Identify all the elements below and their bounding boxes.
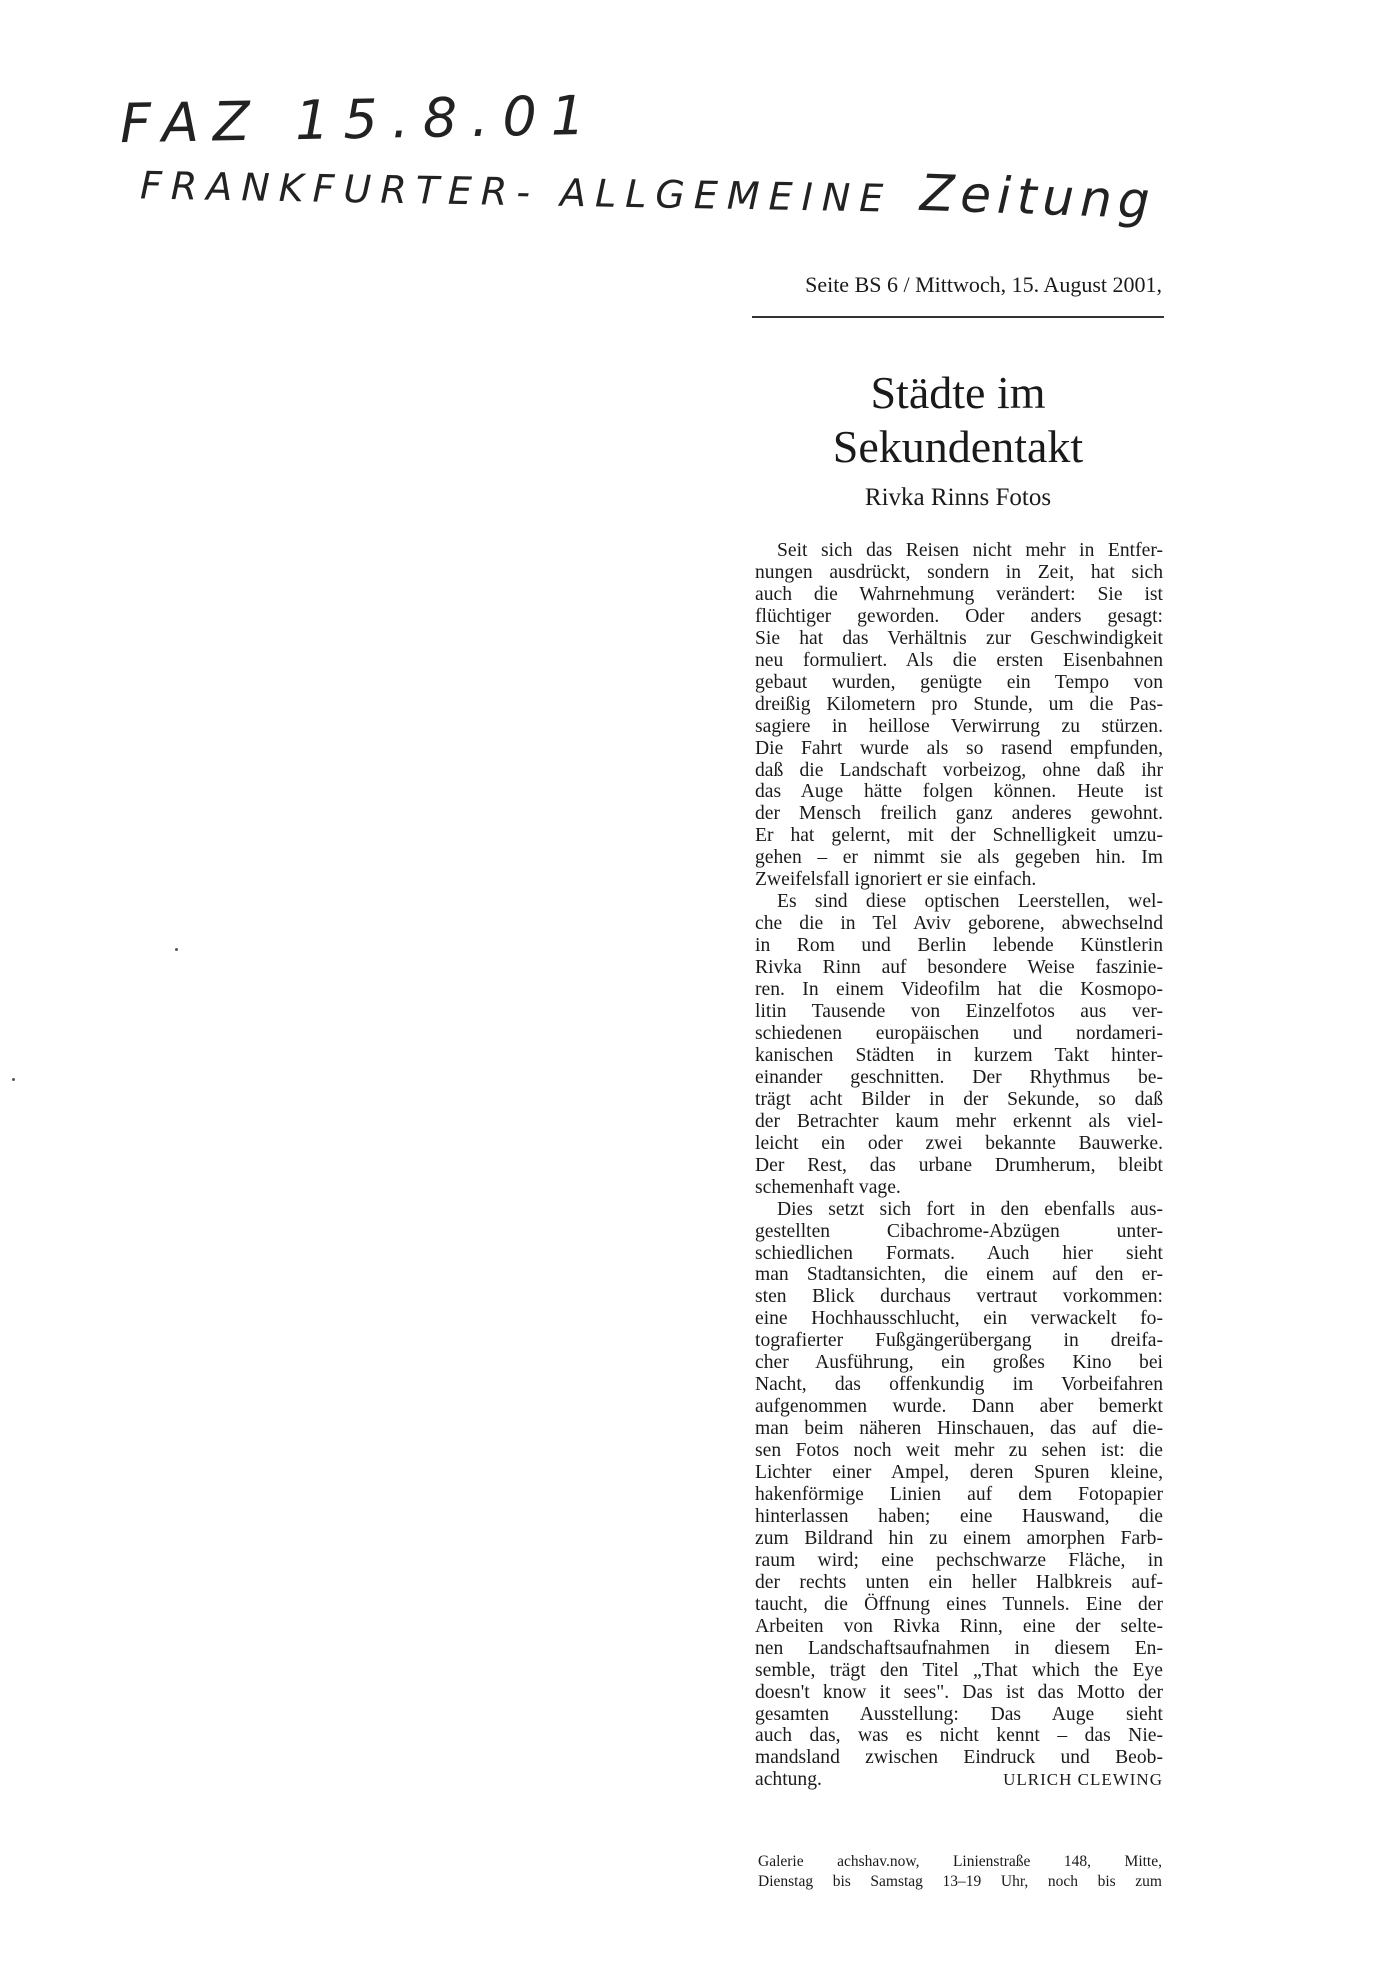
article-line: zum Bildrand hin zu einem amorphen Farb-	[755, 1527, 1163, 1549]
article-line: Es sind diese optischen Leerstellen, wel-	[777, 891, 1163, 913]
article-line: flüchtiger geworden. Oder anders gesagt:	[755, 605, 1163, 627]
article-line: trägt acht Bilder in der Sekunde, so daß	[755, 1088, 1163, 1110]
article-line: der Mensch freilich ganz anderes gewohnt.	[755, 803, 1163, 825]
exhibition-info-line-1: Galerie achshav.now, Linienstraße 148, Mitte,	[758, 1853, 1162, 1870]
article-line: gebaut wurden, genügte ein Tempo von	[755, 671, 1163, 693]
article-line: Sie hat das Verhältnis zur Geschwindigkeit	[755, 627, 1163, 649]
article-line: ren. In einem Videofilm hat die Kosmopo-	[755, 979, 1163, 1001]
article-line: Nacht, das offenkundig im Vorbeifahren	[755, 1374, 1163, 1396]
article-line: Seit sich das Reisen nicht mehr in Entfer-	[777, 540, 1163, 561]
headline-line-1: Städte im	[870, 367, 1046, 418]
article-line: der Betrachter kaum mehr erkennt als viel-	[755, 1110, 1163, 1132]
headline-line-2: Sekundentakt	[832, 421, 1084, 472]
article-end-line	[755, 1769, 1163, 1791]
article-line: sten Blick durchaus vertraut vorkommen:	[755, 1286, 1163, 1308]
article-line: mandsland zwischen Eindruck und Beob-	[755, 1747, 1163, 1769]
article-line: hinterlassen haben; eine Hauswand, die	[755, 1505, 1163, 1527]
author-byline: ULRICH CLEWING	[1003, 1770, 1163, 1790]
article-line: eine Hochhausschlucht, ein verwackelt fo-	[755, 1308, 1163, 1330]
article-line: taucht, die Öffnung eines Tunnels. Eine der	[755, 1593, 1163, 1615]
article-paragraph-2	[755, 891, 1163, 1198]
article-line: hakenförmige Linien auf dem Fotopapier	[755, 1483, 1163, 1505]
article-line: man Stadtansichten, die einem auf den er-	[755, 1264, 1163, 1286]
article-line: semble, trägt den Titel „That which the Eye	[755, 1659, 1163, 1681]
exhibition-info	[758, 1852, 1162, 1892]
article-line: kanischen Städten in kurzem Takt hinter-	[755, 1044, 1163, 1066]
article-subhead: Rivka Rinns Fotos	[864, 484, 1052, 511]
article-paragraph-1	[755, 540, 1163, 891]
article-line: gehen – er nimmt sie als gegeben hin. Im	[755, 847, 1163, 869]
article-line: der rechts unten ein heller Halbkreis auf-	[755, 1571, 1163, 1593]
article-line: einander geschnitten. Der Rhythmus be-	[755, 1066, 1163, 1088]
article-line: schemenhaft vage.	[755, 1176, 901, 1198]
article-line: leicht ein oder zwei bekannte Bauwerke.	[755, 1132, 1163, 1154]
dateline-rule	[752, 316, 1164, 318]
article-line: in Rom und Berlin lebende Künstlerin	[755, 935, 1163, 957]
article-line: gesamten Ausstellung: Das Auge sieht	[755, 1703, 1163, 1725]
article-line: Arbeiten von Rivka Rinn, eine der selte-	[755, 1615, 1163, 1637]
article-line: Der Rest, das urbane Drumherum, bleibt	[755, 1154, 1163, 1176]
article-line: dreißig Kilometern pro Stunde, um die Pas-	[755, 693, 1163, 715]
article-line: cher Ausführung, ein großes Kino bei	[755, 1352, 1163, 1374]
article-last-word: achtung.	[755, 1769, 822, 1791]
article-line: auch die Wahrnehmung verändert: Sie ist	[755, 583, 1163, 605]
article-line: raum wird; eine pechschwarze Fläche, in	[755, 1549, 1163, 1571]
article-line: sen Fotos noch weit mehr zu sehen ist: die	[755, 1440, 1163, 1462]
article-line: che die in Tel Aviv geborene, abwechselnd	[755, 913, 1163, 935]
article-line: Er hat gelernt, mit der Schnelligkeit umzu-	[755, 825, 1163, 847]
article-line: neu formuliert. Als die ersten Eisenbahnen	[755, 649, 1163, 671]
article-line: daß die Landschaft vorbeizog, ohne daß ihr	[755, 759, 1163, 781]
scan-speck	[12, 1078, 15, 1081]
article-line: nungen ausdrückt, sondern in Zeit, hat sich	[755, 561, 1163, 583]
article-line: Zweifelsfall ignoriert er sie einfach.	[755, 869, 1037, 891]
article-line: das Auge hätte folgen können. Heute ist	[755, 781, 1163, 803]
article-line: Dies setzt sich fort in den ebenfalls aus-	[777, 1198, 1163, 1220]
article-line: Lichter einer Ampel, deren Spuren kleine,	[755, 1462, 1163, 1484]
handwritten-newspaper-name-end: Zeitung	[919, 163, 1157, 231]
article-line: Rivka Rinn auf besondere Weise faszinie-	[755, 957, 1163, 979]
page-dateline: Seite BS 6 / Mittwoch, 15. August 2001,	[805, 272, 1162, 297]
article-line: man beim näheren Hinschauen, das auf die-	[755, 1418, 1163, 1440]
article-body	[755, 540, 1163, 1791]
article-line: auch das, was es nicht kennt – das Nie-	[755, 1725, 1163, 1747]
article-line: sagiere in heillose Verwirrung zu stürzen.	[755, 715, 1163, 737]
article-line: schiedenen europäischen und nordameri-	[755, 1022, 1163, 1044]
article-paragraph-3	[755, 1199, 1163, 1770]
article-line: tografierter Fußgängerübergang in dreifa-	[755, 1330, 1163, 1352]
article-line: nen Landschaftsaufnahmen in diesem En-	[755, 1637, 1163, 1659]
article-line: litin Tausende von Einzelfotos aus ver-	[755, 1001, 1163, 1023]
article-line: schiedlichen Formats. Auch hier sieht	[755, 1242, 1163, 1264]
handwritten-source-note: FAZ 15.8.01	[119, 83, 600, 156]
exhibition-info-line-2: Dienstag bis Samstag 13–19 Uhr, noch bis zum	[758, 1873, 1162, 1890]
article-line: aufgenommen wurde. Dann aber bemerkt	[755, 1396, 1163, 1418]
article-line: doesn't know it sees". Das ist das Motto der	[755, 1681, 1163, 1703]
article-headline	[752, 366, 1164, 474]
handwritten-newspaper-name: FRANKFURTER- ALLGEMEINE	[139, 163, 893, 221]
article-line: Die Fahrt wurde als so rasend empfunden,	[755, 737, 1163, 759]
article-line: gestellten Cibachrome-Abzügen unter-	[755, 1220, 1163, 1242]
scan-speck	[175, 948, 178, 951]
